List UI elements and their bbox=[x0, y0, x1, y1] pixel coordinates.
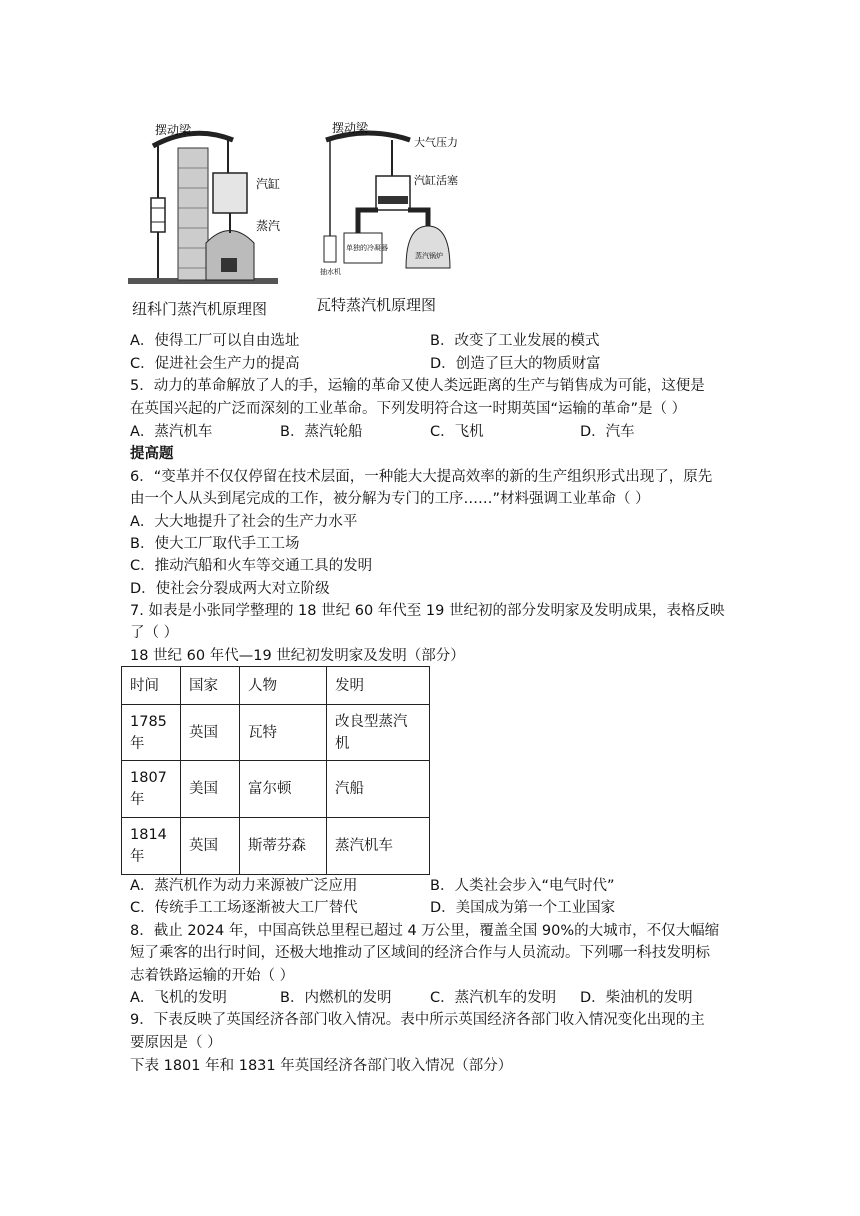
table-cell-invention: 改良型蒸汽 机 bbox=[327, 705, 430, 761]
q5-option-d: D．汽车 bbox=[580, 424, 635, 440]
table-row bbox=[122, 818, 430, 875]
watt-pressure-label: 大气压力 bbox=[414, 136, 458, 149]
q7-option-b: B．人类社会步入“电气时代” bbox=[430, 878, 615, 894]
table-cell-country: 英国 bbox=[181, 818, 240, 875]
q7-stem-line1: 7. 如表是小张同学整理的 18 世纪 60 年代至 19 世纪初的部分发明家及发明成果，表格反映 bbox=[130, 603, 725, 619]
table-cell-person: 富尔顿 bbox=[240, 761, 327, 818]
table-header-row bbox=[122, 667, 430, 705]
q5-option-c: C．飞机 bbox=[430, 424, 484, 440]
table-cell-person: 瓦特 bbox=[240, 705, 327, 761]
table-header-cell: 时间 bbox=[122, 667, 181, 705]
table-cell-country: 美国 bbox=[181, 761, 240, 818]
table-header-cell: 人物 bbox=[240, 667, 327, 705]
table-cell-time: 1807 年 bbox=[122, 761, 181, 818]
table-row bbox=[122, 705, 430, 761]
q5-option-a: A．蒸汽机车 bbox=[130, 424, 213, 440]
q6-stem-line2: 由一个人从头到尾完成的工作，被分解为专门的工序……”材料强调工业革命（ ） bbox=[130, 491, 650, 507]
q4-option-c: C．促进社会生产力的提高 bbox=[130, 356, 300, 372]
watt-condenser-label: 单独的冷凝器 bbox=[346, 244, 388, 252]
q7-option-a: A．蒸汽机作为动力来源被广泛应用 bbox=[130, 878, 358, 894]
q7-option-c: C．传统手工工场逐渐被大工厂替代 bbox=[130, 900, 358, 916]
watt-beam-label: 摆动梁 bbox=[332, 121, 369, 135]
q5-stem-line2: 在英国兴起的广泛而深刻的工业革命。下列发明符合这一时期英国“运输的革命”是（ ） bbox=[130, 401, 687, 417]
table-cell-country: 英国 bbox=[181, 705, 240, 761]
q6-option-a: A．大大地提升了社会的生产力水平 bbox=[130, 514, 358, 530]
q8-stem-line1: 8．截止 2024 年，中国高铁总里程已超过 4 万公里，覆盖全国 90%的大城市，不仅大幅缩 bbox=[130, 923, 720, 939]
section-title: 提高题 bbox=[130, 446, 174, 462]
q8-stem-line2: 短了乘客的出行时间，还极大地推动了区域间的经济合作与人员流动。下列哪一科技发明标 bbox=[130, 945, 710, 961]
q6-option-c: C．推动汽船和火车等交通工具的发明 bbox=[130, 558, 373, 574]
watt-caption: 瓦特蒸汽机原理图 bbox=[316, 296, 437, 314]
inventions-table bbox=[121, 666, 430, 875]
q7-option-d: D．美国成为第一个工业国家 bbox=[430, 900, 616, 916]
table-cell-person: 斯蒂芬森 bbox=[240, 818, 327, 875]
q8-stem-line3: 志着铁路运输的开始（ ） bbox=[130, 968, 295, 984]
watt-pump-label: 抽水机 bbox=[320, 268, 341, 276]
q4-option-d: D．创造了巨大的物质财富 bbox=[430, 356, 601, 372]
table-header-cell: 发明 bbox=[327, 667, 430, 705]
watt-engine-diagram bbox=[318, 118, 478, 278]
q6-option-d: D．使社会分裂成两大对立阶级 bbox=[130, 581, 330, 597]
newcomen-caption: 纽科门蒸汽机原理图 bbox=[132, 300, 268, 318]
q4-option-a: A．使得工厂可以自由选址 bbox=[130, 333, 300, 349]
newcomen-cylinder-label: 汽缸 bbox=[256, 177, 281, 191]
q5-option-b: B．蒸汽轮船 bbox=[280, 424, 363, 440]
q7-table-title: 18 世纪 60 年代—19 世纪初发明家及发明（部分） bbox=[130, 648, 465, 664]
q6-option-b: B．使大工厂取代手工工场 bbox=[130, 536, 300, 552]
table-row bbox=[122, 761, 430, 818]
watt-cylinder-label: 汽缸活塞 bbox=[414, 174, 458, 187]
table-cell-time: 1785 年 bbox=[122, 705, 181, 761]
q9-table-title: 下表 1801 年和 1831 年英国经济各部门收入情况（部分） bbox=[130, 1058, 513, 1074]
q8-option-b: B．内燃机的发明 bbox=[280, 990, 392, 1006]
newcomen-steam-label: 蒸汽 bbox=[256, 219, 281, 233]
newcomen-engine-diagram bbox=[128, 118, 288, 290]
q9-stem-line2: 要原因是（ ） bbox=[130, 1035, 222, 1051]
q4-option-b: B．改变了工业发展的模式 bbox=[430, 333, 600, 349]
q7-stem-line2: 了（ ） bbox=[130, 625, 179, 641]
q8-option-c: C．蒸汽机车的发明 bbox=[430, 990, 557, 1006]
q8-option-d: D．柴油机的发明 bbox=[580, 990, 693, 1006]
table-cell-invention: 汽船 bbox=[327, 761, 430, 818]
q8-option-a: A．飞机的发明 bbox=[130, 990, 227, 1006]
q6-stem-line1: 6．“变革并不仅仅停留在技术层面，一种能大大提高效率的新的生产组织形式出现了，原先 bbox=[130, 469, 713, 485]
q9-stem-line1: 9．下表反映了英国经济各部门收入情况。表中所示英国经济各部门收入情况变化出现的主 bbox=[130, 1012, 705, 1028]
table-cell-invention: 蒸汽机车 bbox=[327, 818, 430, 875]
table-header-cell: 国家 bbox=[181, 667, 240, 705]
newcomen-beam-label: 摆动梁 bbox=[155, 123, 192, 137]
watt-boiler-label: 蒸汽锅炉 bbox=[415, 252, 443, 260]
q5-stem-line1: 5．动力的革命解放了人的手，运输的革命又使人类远距离的生产与销售成为可能，这便是 bbox=[130, 378, 705, 394]
table-cell-time: 1814 年 bbox=[122, 818, 181, 875]
